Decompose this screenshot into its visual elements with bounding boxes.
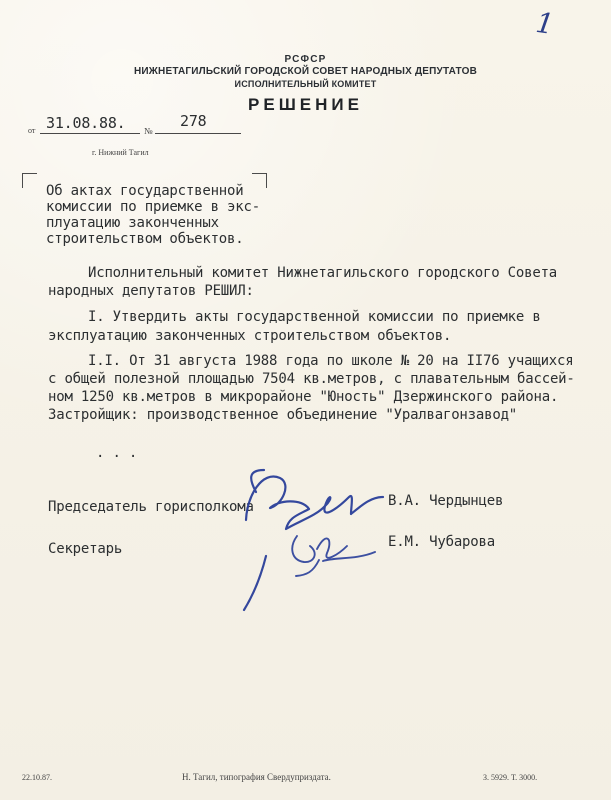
ellipsis: . . . xyxy=(96,445,138,461)
decision-number: 278 xyxy=(180,112,207,130)
subject-corner-left xyxy=(22,173,37,188)
intro-line-1: Исполнительный комитет Нижнетагильского городского Совета xyxy=(88,265,558,281)
item-1-line-1: I. Утвердить акты государственной комиссии по приемке в xyxy=(88,309,541,325)
secretary-signature xyxy=(292,536,375,576)
secretary-name: Е.М. Чубарова xyxy=(388,534,495,550)
header-committee: ИСПОЛНИТЕЛЬНЫЙ КОМИТЕТ xyxy=(234,79,377,89)
footer-right: З. 5929. Т. 3000. xyxy=(483,773,538,782)
footer-left: 22.10.87. xyxy=(22,773,52,782)
handwritten-page-number: 1 xyxy=(533,5,557,42)
chair-title: Председатель горисполкома xyxy=(48,499,254,515)
chair-name: В.А. Чердынцев xyxy=(388,493,504,509)
footer-center: Н. Тагил, типография Свердуприздата. xyxy=(182,772,331,782)
number-label: № xyxy=(144,126,153,136)
secretary-title: Секретарь xyxy=(48,541,123,557)
subject-line: плуатацию законченных xyxy=(46,215,219,231)
subject-line: комиссии по приемке в экс- xyxy=(46,199,260,215)
item-1-1-line-4: Застройщик: производственное объединение "Уралвагонзавод" xyxy=(48,407,518,423)
chair-signature xyxy=(244,470,383,610)
decision-date: 31.08.88. xyxy=(46,114,126,132)
number-field-line xyxy=(155,133,241,134)
intro-line-2: народных депутатов РЕШИЛ: xyxy=(48,283,254,299)
item-1-1-line-2: с общей полезной площадью 7504 кв.метров, с плавательным бассей- xyxy=(48,371,575,387)
subject-line: Об актах государственной xyxy=(46,183,244,199)
subject-block xyxy=(46,183,266,247)
subject-line: строительством объектов. xyxy=(46,231,244,247)
item-1-1-line-1: I.I. От 31 августа 1988 года по школе № 20 на II76 учащихся xyxy=(88,353,574,369)
header-rsfsr: РСФСР xyxy=(284,54,327,65)
item-1-line-2: эксплуатацию законченных строительством объектов. xyxy=(48,328,452,344)
date-field-line xyxy=(40,133,140,134)
document-title: РЕШЕНИЕ xyxy=(248,95,363,114)
item-1-1-line-3: ном 1250 кв.метров в микрорайоне "Юность" Дзержинского района. xyxy=(48,389,559,405)
from-label: от xyxy=(28,126,36,135)
city-label: г. Нижний Тагил xyxy=(92,148,149,157)
header-soviet: НИЖНЕТАГИЛЬСКИЙ ГОРОДСКОЙ СОВЕТ НАРОДНЫХ ДЕПУТАТОВ xyxy=(133,66,478,77)
